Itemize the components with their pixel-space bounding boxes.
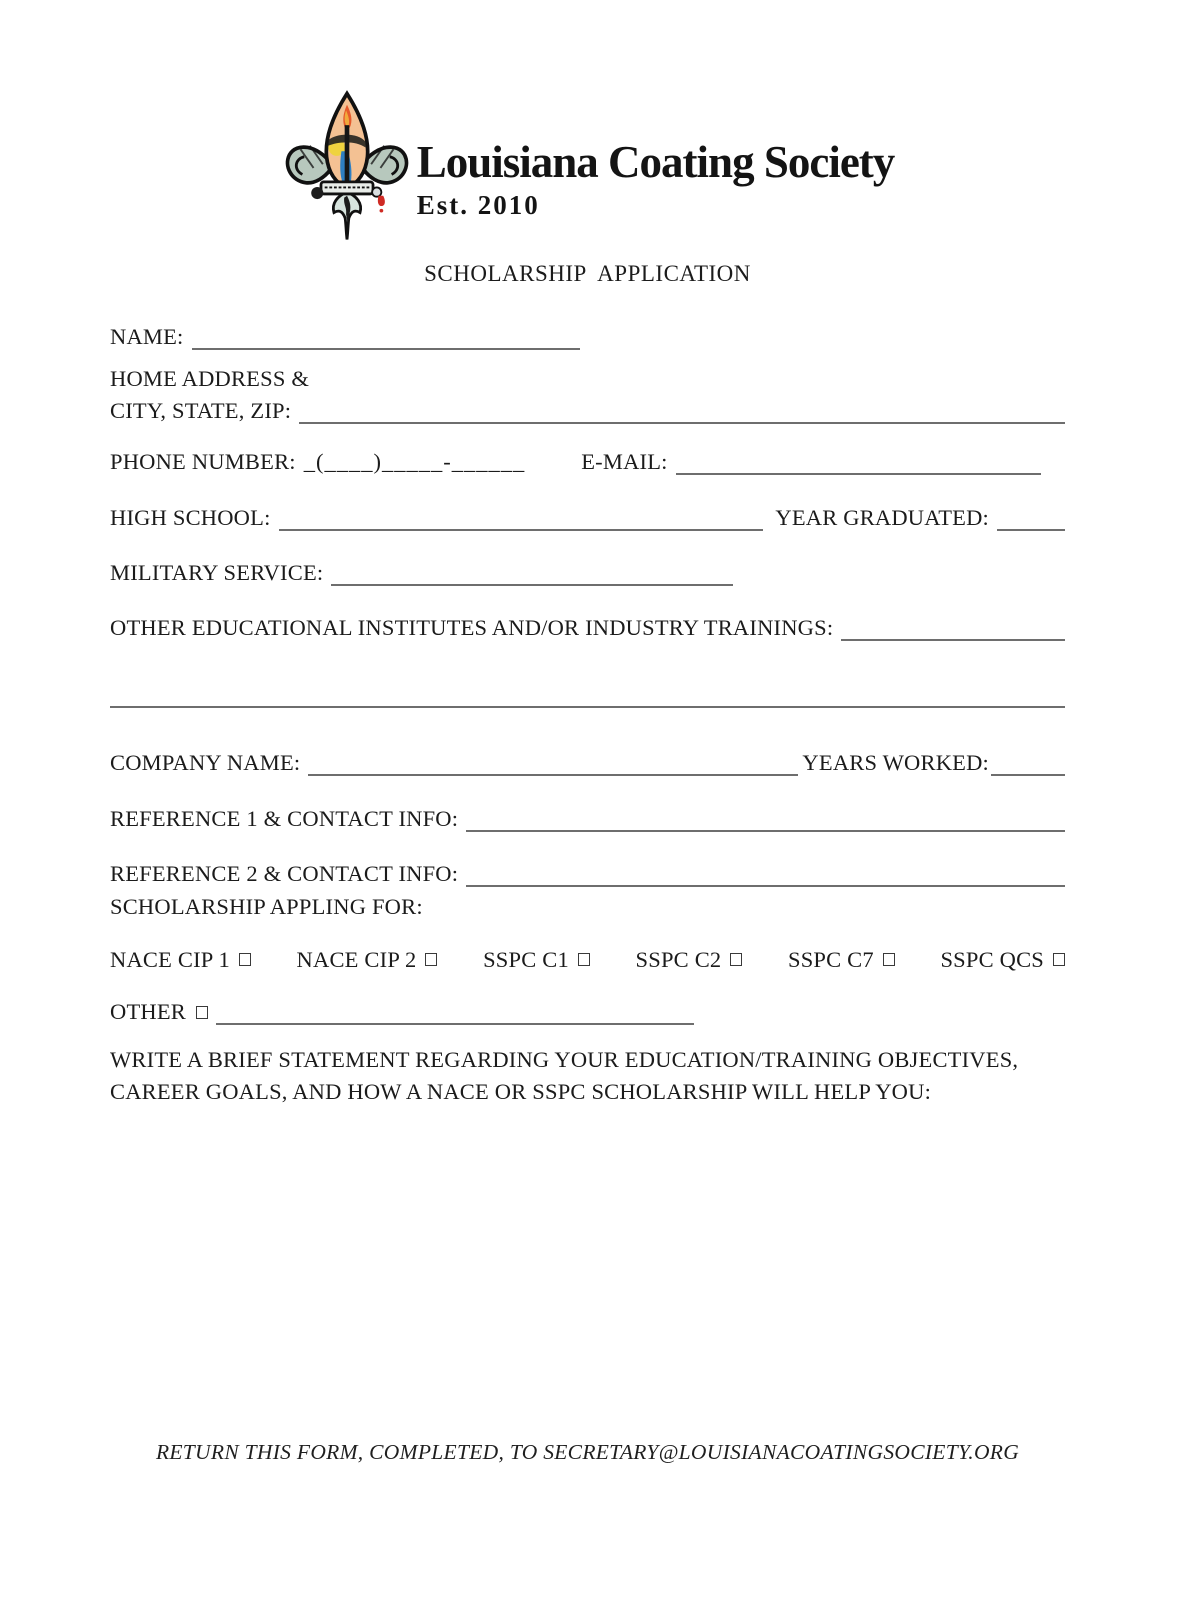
reference1-label: REFERENCE 1 & CONTACT INFO: [110,806,459,831]
form-body [110,320,1065,1108]
org-name: Louisiana Coating Society [416,137,895,187]
established-year: Est. 2010 [416,190,540,220]
name-input-line[interactable] [192,324,580,350]
checkbox-sspc-c7[interactable] [883,953,895,966]
company-name-label: COMPANY NAME: [110,750,301,775]
phone-label: PHONE NUMBER: [110,449,296,474]
other-education-input-line-2[interactable] [110,706,1065,708]
statement-prompt-line2: CAREER GOALS, AND HOW A NACE OR SSPC SCHOLARSHIP WILL HELP YOU: [110,1078,932,1104]
brand-text [417,136,895,221]
reference1-input-line[interactable] [466,806,1065,832]
checkbox-nace-cip-2[interactable] [425,953,437,966]
scholarship-option-nace-cip-2 [297,947,438,973]
scholarship-applying-label: SCHOLARSHIP APPLING FOR: [110,894,423,919]
footer-note: RETURN THIS FORM, COMPLETED, TO SECRETARY@LOUISIANACOATINGSOCIETY.ORG [155,1439,1020,1464]
option-label: NACE CIP 1 [110,947,230,972]
option-label: SSPC C7 [788,947,874,972]
checkbox-sspc-c2[interactable] [730,953,742,966]
header [110,88,1065,251]
scholarship-options-row [110,943,1065,973]
scholarship-option-sspc-c7 [788,947,895,973]
reference2-input-line[interactable] [466,861,1065,887]
scholarship-option-nace-cip-1 [110,947,251,973]
city-state-zip-input-line[interactable] [299,398,1065,424]
option-label: SSPC C1 [483,947,569,972]
other-education-input-line[interactable] [841,615,1065,641]
scholarship-option-sspc-c2 [636,947,743,973]
name-label: NAME: [110,324,184,349]
statement-prompt-line1: WRITE A BRIEF STATEMENT REGARDING YOUR EDUCATION/TRAINING OBJECTIVES, [110,1047,1019,1072]
phone-input-mask[interactable]: _(____)_____-______ [303,449,526,474]
other-option-label: OTHER [110,999,186,1024]
home-address-label: HOME ADDRESS & [110,366,310,391]
year-graduated-label: YEAR GRADUATED: [775,505,989,530]
email-input-line[interactable] [676,449,1041,475]
checkbox-sspc-c1[interactable] [578,953,590,966]
checkbox-nace-cip-1[interactable] [239,953,251,966]
email-label: E-MAIL: [581,449,668,474]
scholarship-application-form [0,88,1179,1465]
page-title: SCHOLARSHIP APPLICATION [424,261,751,286]
checkbox-sspc-qcs[interactable] [1053,953,1065,966]
scholarship-option-sspc-qcs [940,947,1065,973]
fleur-de-lis-icon [281,88,413,251]
option-label: NACE CIP 2 [296,947,417,972]
other-education-label: OTHER EDUCATIONAL INSTITUTES AND/OR INDUSTRY TRAININGS: [110,615,834,640]
option-label: SSPC QCS [940,947,1044,972]
year-graduated-input-line[interactable] [997,505,1065,531]
high-school-input-line[interactable] [279,505,764,531]
city-state-zip-label: CITY, STATE, ZIP: [110,398,292,423]
years-worked-input-line[interactable] [991,750,1065,776]
checkbox-other[interactable] [196,1006,208,1019]
reference2-label: REFERENCE 2 & CONTACT INFO: [110,861,459,886]
military-service-input-line[interactable] [331,560,733,586]
military-service-label: MILITARY SERVICE: [110,560,324,585]
scholarship-option-sspc-c1 [483,947,590,973]
high-school-label: HIGH SCHOOL: [110,505,271,530]
other-input-line[interactable] [216,999,694,1025]
years-worked-label: YEARS WORKED: [802,750,989,775]
company-name-input-line[interactable] [308,750,798,776]
option-label: SSPC C2 [635,947,722,972]
statement-prompt [110,1044,1065,1108]
